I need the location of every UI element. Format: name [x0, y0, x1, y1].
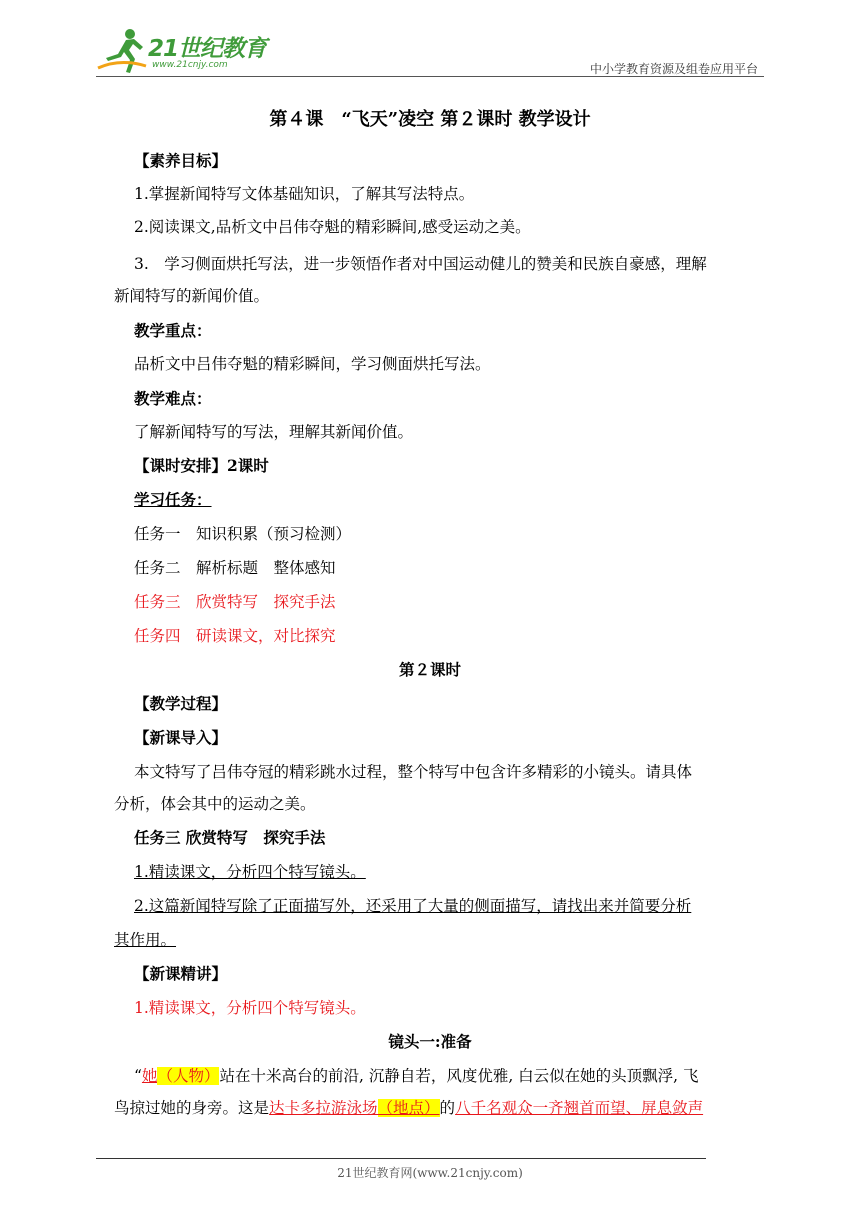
- task3-question-2-cont: 其作用。: [114, 931, 177, 949]
- passage-quote: “: [134, 1067, 142, 1085]
- lesson-label: 第２课时: [398, 660, 461, 679]
- intro-line-2: 分析，体会其中的运动之美。: [114, 795, 316, 813]
- shot1-title: 镜头一:准备: [388, 1032, 472, 1051]
- intro-heading: 【新课导入】: [134, 728, 228, 747]
- passage-place: 达卡多拉游泳场: [269, 1099, 378, 1117]
- page-footer: 21世纪教育网(www.21cnjy.com): [337, 1166, 523, 1180]
- logo: [96, 24, 266, 76]
- logo-url: www.21cnjy.com: [152, 60, 228, 70]
- task-item-2: 任务二 解析标题 整体感知: [134, 559, 336, 577]
- lecture-item-1: 1.精读课文，分析四个特写镜头。: [134, 999, 366, 1017]
- logo-text: 21世纪教育: [148, 36, 267, 62]
- header-divider: [96, 76, 764, 77]
- goal-3-cont: 新闻特写的新闻价值。: [114, 287, 270, 305]
- intro-line-1: 本文特写了吕伟夺冠的精彩跳水过程，整个特写中包含许多精彩的小镜头。请具体: [134, 763, 693, 781]
- task3-question-1: 1.精读课文，分析四个特写镜头。: [134, 863, 366, 881]
- passage-her: 她: [141, 1067, 158, 1085]
- passage-line-1-rest: 站在十米高台的前沿, 沉静自若，风度优雅, 白云似在她的头顶飘浮, 飞: [219, 1067, 699, 1085]
- process-heading: 【教学过程】: [134, 694, 228, 713]
- platform-label: 中小学教育资源及组卷应用平台: [589, 62, 758, 76]
- schedule: 【课时安排】2课时: [134, 456, 269, 475]
- key-point-text: 品析文中吕伟夺魁的精彩瞬间，学习侧面烘托写法。: [134, 355, 491, 373]
- tasks-heading: 学习任务：: [134, 490, 212, 509]
- passage-de: 的: [439, 1099, 456, 1117]
- goal-3: 3. 学习侧面烘托写法，进一步领悟作者对中国运动健儿的赞美和民族自豪感，理解: [134, 255, 707, 273]
- passage-person-tag: （人物）: [157, 1067, 220, 1085]
- passage-audience: 八千名观众一齐翘首而望、屏息敛声: [455, 1099, 704, 1117]
- goal-1: 1.掌握新闻特写文体基础知识，了解其写法特点。: [134, 185, 475, 203]
- lecture-heading: 【新课精讲】: [134, 964, 228, 983]
- runner-logo-icon: [96, 24, 152, 76]
- key-point-heading: 教学重点：: [134, 321, 212, 340]
- task-item-4: 任务四 研读课文，对比探究: [134, 627, 336, 645]
- task-item-3: 任务三 欣赏特写 探究手法: [134, 593, 336, 611]
- page-title: 第４课 “飞天”凌空 第２课时 教学设计: [269, 109, 591, 130]
- passage-line-1: [134, 1066, 794, 1086]
- passage-line-2-start: 鸟掠过她的身旁。这是: [114, 1099, 270, 1117]
- goals-heading: 【素养目标】: [134, 151, 228, 170]
- passage-line-2: [114, 1098, 774, 1118]
- task3-question-2: 2.这篇新闻特写除了正面描写外，还采用了大量的侧面描写，请找出来并简要分析: [134, 897, 692, 915]
- goal-2: 2.阅读课文,品析文中吕伟夺魁的精彩瞬间,感受运动之美。: [134, 218, 531, 236]
- task3-heading: 任务三 欣赏特写 探究手法: [134, 828, 326, 847]
- page-header: [96, 24, 764, 80]
- footer-divider: [96, 1158, 706, 1159]
- passage-place-tag: （地点）: [377, 1099, 440, 1117]
- difficulty-text: 了解新闻特写的写法，理解其新闻价值。: [134, 423, 414, 441]
- difficulty-heading: 教学难点：: [134, 389, 212, 408]
- task-item-1: 任务一 知识积累（预习检测）: [134, 525, 352, 543]
